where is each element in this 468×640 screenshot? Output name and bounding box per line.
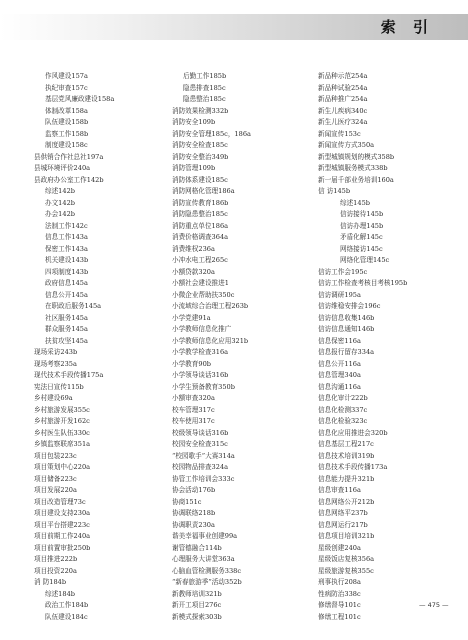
index-entry: 保密工作143a [45, 244, 88, 253]
index-entry: 校园物品排查324a [172, 463, 229, 471]
index-entry: 新品种示范254a [318, 72, 368, 80]
index-entry: 项目包装223c [34, 451, 77, 460]
index-entry: 小额审查320a [172, 394, 215, 402]
index-entry: 项目储备223c [34, 474, 77, 483]
index-entry: 综述145b [340, 198, 370, 207]
index-entry: 队伍建设184c [45, 612, 88, 621]
index-entry: 信访工作会195c [318, 267, 368, 276]
index-entry: 乡村医生队伍330c [34, 428, 90, 437]
index-entry: 信访信息收集146b [318, 313, 375, 322]
index-entry: 校车使用317c [172, 417, 215, 425]
index-entry: 机关建设143b [45, 256, 89, 264]
index-entry: 乡村建设69a [34, 394, 73, 402]
index-entry: 信息化应用推进会320b [318, 428, 388, 437]
index-entry: 信访办理145b [340, 221, 384, 230]
index-entry: 信息公开145a [45, 290, 88, 299]
index-entry: 项目发展220a [34, 486, 77, 494]
page-number: — 475 — [419, 601, 449, 609]
index-entry: 消防安全管理185c，186a [172, 129, 251, 138]
index-entry: 信访工作检查考核目考核195b [318, 279, 408, 287]
index-entry: 小流域综合治理工程263b [172, 302, 249, 310]
index-entry: 消防网格化管理186a [172, 187, 235, 195]
index-entry: 信息化检测337c [318, 405, 368, 414]
index-entry: 消 防184b [34, 578, 67, 586]
index-entry: 星级旅游复核355c [318, 566, 374, 575]
index-entry: 协管工作培训会333c [172, 474, 235, 483]
index-entry: 消防效果检测332b [172, 106, 229, 115]
index-entry: 新教师培训321b [172, 589, 222, 598]
index-entry: 网络化管理145c [340, 256, 390, 264]
index-column-2 [172, 71, 251, 623]
index-entry: 新品种试验254a [318, 83, 368, 92]
index-entry: 信访调研195a [318, 290, 361, 299]
index-entry: 小额社会建设推进1 [172, 279, 229, 287]
index-entry: 信息管理340a [318, 371, 361, 379]
index-entry: 小微企业帮助扶350c [172, 290, 235, 299]
index-column-3 [318, 71, 407, 623]
index-entry: 信访接待145b [340, 210, 384, 218]
index-entry: 群众服务145a [45, 325, 88, 333]
index-entry: 消防管理109b [172, 164, 216, 172]
index-entry: 心脑血管检测服务338c [172, 566, 242, 575]
index-entry: 办会142b [45, 210, 75, 218]
index-entry: 信息基层工程217c [318, 440, 374, 448]
index-entry: 小学领导谈话316b [172, 371, 229, 379]
index-entry: 谐美幸福事业创建99a [172, 532, 238, 540]
index-entry: 新开工项目276c [172, 601, 222, 609]
index-entry: 办文142b [45, 198, 75, 207]
index-entry: 新模式探索303b [172, 612, 222, 621]
index-entry: 消防安全检查185c [172, 141, 228, 149]
index-entry: 消防安全整治349b [172, 152, 229, 161]
index-entry: 项目建设支持230a [34, 509, 91, 517]
index-entry: 修缮工程101c [318, 612, 361, 621]
index-entry: 后勤工作185b [183, 72, 227, 80]
index-entry: 信息沟通116a [318, 382, 361, 391]
index-entry: 乡村旅游发展355c [34, 405, 90, 414]
index-entry: 新生儿医疗324a [318, 118, 368, 126]
index-entry: 监察工作158b [45, 129, 89, 138]
index-entry: 扶贫攻坚145a [45, 336, 88, 345]
index-entry: 项目前置审批250b [34, 543, 91, 552]
index-entry: 信 访145b [318, 187, 351, 195]
index-entry: 信息化审计222b [318, 394, 368, 402]
index-entry: 校级领导谈话316b [172, 428, 229, 437]
index-entry: 政府信息145a [45, 279, 88, 287]
index-entry: 制度建设158c [45, 141, 88, 149]
index-entry: 综述184b [45, 589, 75, 598]
index-entry: 县政府办公室工作142b [34, 175, 104, 184]
index-entry: 小额贷款320a [172, 267, 215, 276]
index-entry: 信息报行留存334a [318, 348, 375, 356]
index-entry: 项目前期工作240a [34, 532, 91, 540]
index-entry: 新一届千部业务培训160a [318, 175, 394, 184]
index-entry: 现代技术手段传播175a [34, 371, 104, 379]
index-entry: 协商151c [172, 497, 202, 506]
index-entry: 小学教学检查316a [172, 348, 229, 356]
index-entry: “校园歌手”大赛314a [172, 451, 235, 460]
index-entry: 新闻宣传153c [318, 129, 361, 138]
index-entry: 修缮督导101c [318, 601, 361, 609]
index-entry: 消费价格调查364a [172, 233, 229, 241]
index-entry: 县供销合作社总社197a [34, 152, 104, 161]
index-entry: 隐患整治185c [183, 95, 226, 103]
index-entry: 执纪审查157c [45, 83, 88, 92]
index-entry: 刑事执行208a [318, 578, 361, 586]
index-entry: 心理服务大讲堂363a [172, 555, 235, 563]
index-entry: 小学生预备教育350b [172, 382, 235, 391]
index-entry: 星级饭店复核356a [318, 555, 375, 563]
index-entry: 小学教育90b [172, 359, 211, 368]
index-entry: 消费维权236a [172, 244, 215, 253]
index-entry: 谢管德融合114b [172, 543, 222, 552]
index-entry: 矛盾化解145c [340, 233, 383, 241]
index-entry: 县城环境评价240a [34, 164, 91, 172]
index-column-1 [34, 71, 114, 623]
index-entry: 信息项目培训321b [318, 532, 375, 540]
index-entry: 消防体系建设185c [172, 175, 228, 184]
index-entry: 校车管理317c [172, 405, 215, 414]
index-entry: 队伍建设158b [45, 118, 89, 126]
index-entry: 信息网运行217b [318, 520, 368, 529]
index-entry: 星级创建240a [318, 543, 361, 552]
index-entry: 社区服务145a [45, 313, 88, 322]
index-entry: 现场考察235a [34, 359, 77, 368]
index-entry: 新型城镇服务模式338b [318, 164, 388, 172]
index-entry: 信息网络平237b [318, 509, 368, 517]
index-entry: 性病防治338c [318, 589, 361, 598]
index-entry: 信息能力提升321b [318, 474, 375, 483]
index-entry: 项目推进222b [34, 555, 78, 563]
index-entry: 信息技术培训319b [318, 451, 375, 460]
index-entry: 乡镇监察联席351a [34, 440, 91, 448]
page-title: 索 引 [380, 18, 434, 36]
index-entry: 新闻宣传方式350a [318, 141, 375, 149]
index-entry: 作风建设157a [45, 72, 88, 80]
index-entry: 宪法日宣传115b [34, 382, 84, 391]
index-entry: 信息技术手段传播173a [318, 463, 388, 471]
index-entry: 项目投资220a [34, 566, 77, 575]
index-entry: 协调联络218b [172, 509, 216, 517]
index-entry: 信访信息通知146b [318, 325, 375, 333]
index-entry: 协调职责230a [172, 520, 215, 529]
index-entry: 政治工作184b [45, 601, 89, 609]
index-entry: 项目平台搭建223c [34, 520, 90, 529]
index-entry: 信息网络公开212b [318, 497, 375, 506]
index-entry: 小冲水电工程265c [172, 256, 228, 264]
index-entry: 现场采访243b [34, 348, 78, 356]
index-entry: 综述142b [45, 187, 75, 195]
index-entry: 法制工作142c [45, 221, 88, 230]
index-entry: 信息公开116a [318, 359, 361, 368]
index-entry: 信访维稳安排会196c [318, 302, 381, 310]
index-entry: 消防重点单位186a [172, 221, 229, 230]
index-entry: 信息工作143a [45, 233, 88, 241]
index-entry: 消防隐患整治185c [172, 210, 228, 218]
index-entry: 四项制度143b [45, 267, 89, 276]
index-entry: 消防宣传教育186b [172, 198, 229, 207]
index-entry: 信息保密116a [318, 336, 361, 345]
index-entry: “新春旅游季”活动352b [172, 578, 242, 586]
index-entry: 在职政后服务145a [45, 302, 102, 310]
index-entry: 小学教师信息化推广 [172, 325, 232, 333]
index-entry: 项目策划中心220a [34, 463, 91, 471]
index-entry: 项目改造管理73c [34, 497, 86, 506]
index-entry: 基层党风廉政建设158a [45, 95, 115, 103]
index-entry: 网络接访145c [340, 244, 383, 253]
index-entry: 新品种推广254a [318, 95, 368, 103]
index-entry: 新生儿疾病340c [318, 106, 368, 115]
index-entry: 信息审查116a [318, 486, 361, 494]
index-entry: 协会活动176b [172, 486, 216, 494]
index-entry: 乡村旅游开发162c [34, 417, 90, 425]
index-entry: 消防安全109b [172, 118, 216, 126]
index-entry: 小学教师信息化应用321b [172, 336, 249, 345]
index-entry: 校园安全检查315c [172, 440, 228, 448]
index-entry: 新型城镇规划的模式358b [318, 152, 395, 161]
index-entry: 小学党建91a [172, 313, 211, 322]
index-entry: 信息化检验323c [318, 417, 368, 425]
index-entry: 体制改革158a [45, 106, 88, 115]
index-entry: 隐患排查185c [183, 83, 226, 92]
